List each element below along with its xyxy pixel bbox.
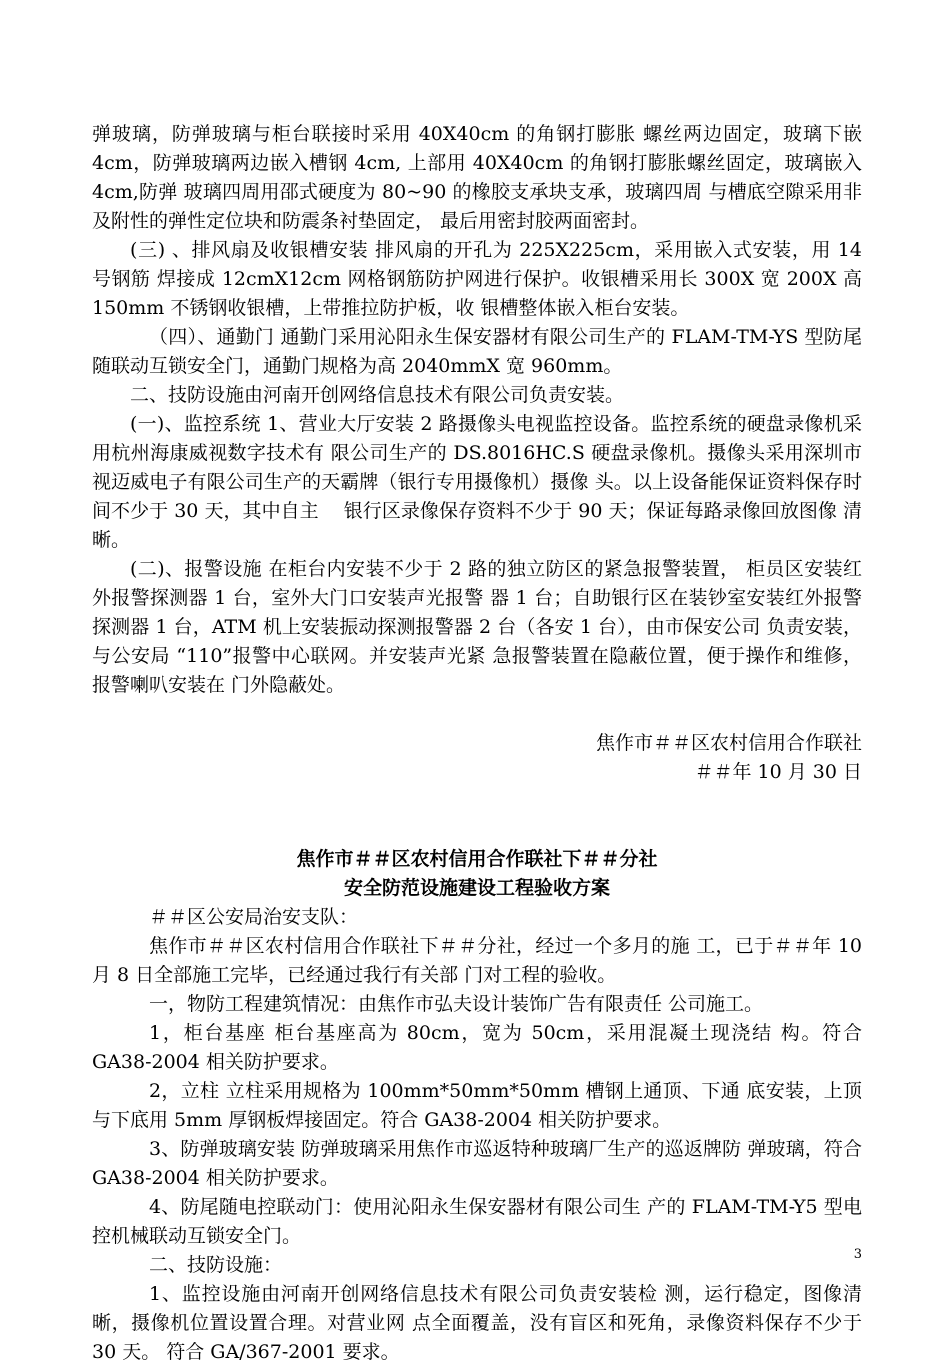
signature-date: ＃＃年 10 月 30 日 bbox=[694, 761, 862, 783]
paragraph: 焦作市＃＃区农村信用合作联社下＃＃分社，经过一个多月的施 工，已于＃＃年 10 月 8 日全部施工完毕，已经通过我行有关部 门对工程的验收。 bbox=[92, 935, 862, 986]
document-body bbox=[92, 120, 862, 1367]
signature-organization: 焦作市＃＃区农村信用合作联社 bbox=[595, 732, 862, 754]
paragraph: 弹玻璃，防弹玻璃与柜台联接时采用 40X40cm 的角钢打膨胀 螺丝两边固定，玻璃下嵌 4cm，防弹玻璃两边嵌入槽钢 4cm, 上部用 40X40cm 的角钢打膨胀螺丝固定，玻璃嵌入 4cm,防弹 玻璃四周用邵式硬度为 80~90 的橡胶支承块支承，玻璃四周 与槽底空隙采用非及附性的弹性定位块和防震条衬垫固定， 最后用密封胶两面密封。 bbox=[92, 123, 862, 232]
paragraph: (三) 、排风扇及收银槽安装 排风扇的开孔为 225X225cm，采用嵌入式安装，用 14 号钢筋 焊接成 12cmX12cm 网格钢筋防护网进行保护。收银槽采用长 300X 宽 200X 高 150mm 不锈钢收银槽，上带推拉防护板，收 银槽整体嵌入柜台安装。 bbox=[92, 239, 862, 319]
paragraph: 4、防尾随电控联动门：使用沁阳永生保安器材有限公司生 产的 FLAM-TM-Y5 型电控机械联动互锁安全门。 bbox=[92, 1196, 862, 1247]
paragraph: (一)、监控系统 1、营业大厅安装 2 路摄像头电视监控设备。监控系统的硬盘录像机采用杭州海康威视数字技术有 限公司生产的 DS.8016HC.S 硬盘录像机。摄像头采用深圳市 视迈威电子有限公司生产的天霸牌（银行专用摄像机）摄像 头。以上设备能保证资料保存时间不少于 30 天，其中自主 银行区录像保存资料不少于 90 天；保证每路录像回放图像 清晰。 bbox=[92, 413, 862, 551]
page-number: 3 bbox=[853, 1247, 862, 1262]
spacer bbox=[92, 700, 862, 729]
paragraph: (二)、报警设施 在柜台内安装不少于 2 路的独立防区的紧急报警装置， 柜员区安装红外报警探测器 1 台，室外大门口安装声光报警 器 1 台；自助银行区在装钞室安装红外报警探测器 1 台，ATM 机上安装振动探测报警器 2 台（各安 1 台），由市保安公司 负责安装，与公安局 “110”报警中心联网。并安装声光紧 急报警装置在隐蔽位置，便于操作和维修，报警喇叭安装在 门外隐蔽处。 bbox=[92, 558, 862, 696]
paragraph: 一，物防工程建筑情况：由焦作市弘夫设计装饰广告有限责任 公司施工。 bbox=[149, 993, 764, 1015]
document-subtitle: 安全防范设施建设工程验收方案 bbox=[343, 877, 610, 899]
spacer bbox=[92, 787, 862, 845]
paragraph: 1，柜台基座 柜台基座高为 80cm，宽为 50cm，采用混凝土现浇结 构。符合 GA38-2004 相关防护要求。 bbox=[92, 1022, 862, 1073]
paragraph: 1、监控设施由河南开创网络信息技术有限公司负责安装检 测，运行稳定，图像清晰，摄像机位置设置合理。对营业网 点全面覆盖，没有盲区和死角，录像资料保存不少于 30 天。 符合 GA/367-2001 要求。 bbox=[92, 1283, 862, 1363]
paragraph: （四）、通勤门 通勤门采用沁阳永生保安器材有限公司生产的 FLAM-TM-YS 型防尾随联动互锁安全门，通勤门规格为高 2040mmX 宽 960mm。 bbox=[92, 326, 862, 377]
document-title: 焦作市＃＃区农村信用合作联社下＃＃分社 bbox=[296, 848, 658, 870]
addressee: ＃＃区公安局治安支队： bbox=[149, 906, 359, 928]
paragraph: 二、技防设施由河南开创网络信息技术有限公司负责安装。 bbox=[130, 384, 625, 406]
paragraph: 二、技防设施： bbox=[149, 1254, 283, 1276]
paragraph: 3、防弹玻璃安装 防弹玻璃采用焦作市巡返特种玻璃厂生产的巡返牌防 弹玻璃，符合 GA38-2004 相关防护要求。 bbox=[92, 1138, 862, 1189]
paragraph: 2，立柱 立柱采用规格为 100mm*50mm*50mm 槽钢上通顶、下通 底安装，上顶与下底用 5mm 厚钢板焊接固定。符合 GA38-2004 相关防护要求。 bbox=[92, 1080, 862, 1131]
